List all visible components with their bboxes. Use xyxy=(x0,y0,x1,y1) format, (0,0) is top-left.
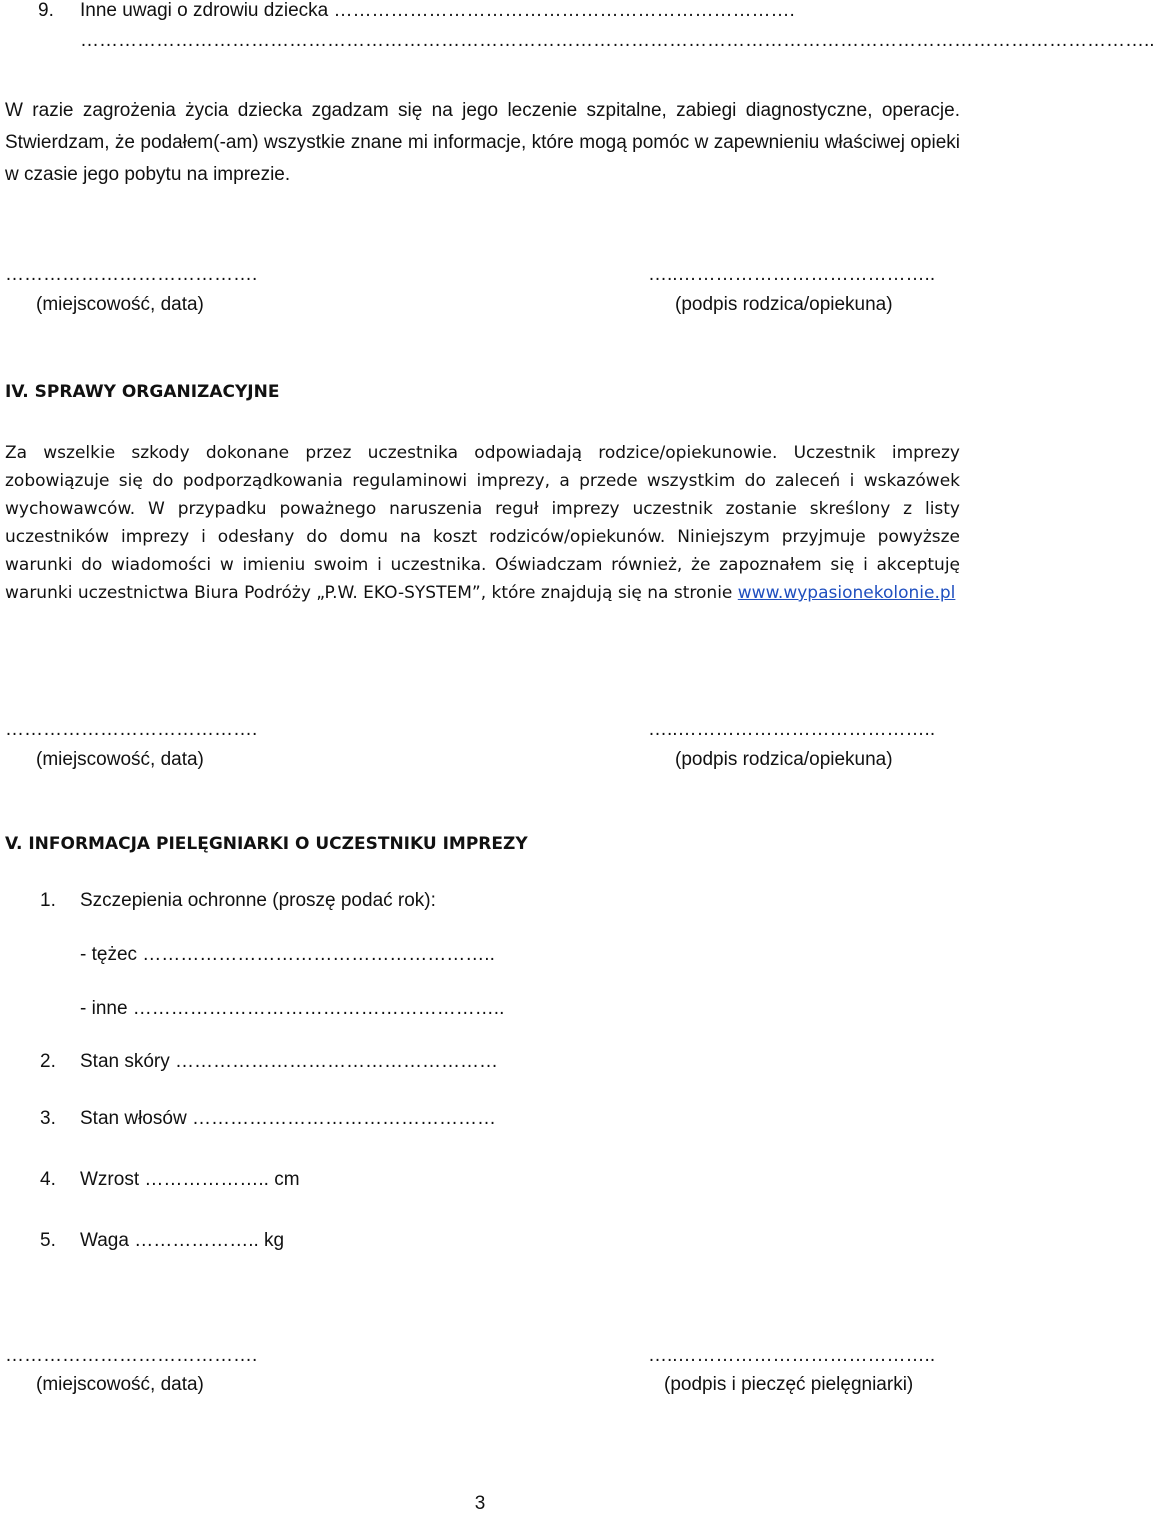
item-3-number: 3. xyxy=(40,1108,56,1129)
height-field: Wzrost ……………….. cm xyxy=(80,1169,300,1190)
item-4-number: 4. xyxy=(40,1169,56,1190)
hair-condition-field: Stan włosów ………………………………………… xyxy=(80,1108,496,1129)
skin-condition-field: Stan skóry …………………………………………… xyxy=(80,1051,499,1072)
nurse-signature-dots: …..………………………………….. xyxy=(648,1345,936,1366)
nurse-signature-label: (podpis i pieczęć pielęgniarki) xyxy=(664,1374,914,1395)
tetanus-field: - tężec ……………………………………………….. xyxy=(80,944,495,965)
parent-signature-dots: …..………………………………….. xyxy=(648,719,936,740)
item-9-text: Inne uwagi o zdrowiu dziecka ………………………………………………………………. xyxy=(80,0,795,21)
vaccinations-label: Szczepienia ochronne (proszę podać rok): xyxy=(80,890,436,911)
parent-signature-label: (podpis rodzica/opiekuna) xyxy=(675,749,893,770)
place-date-dots: …………………………………. xyxy=(5,1345,258,1366)
section-iv-heading: IV. SPRAWY ORGANIZACYJNE xyxy=(5,382,280,402)
item-1-number: 1. xyxy=(40,890,56,911)
place-date-label: (miejscowość, data) xyxy=(36,749,204,770)
place-date-dots: …………………………………. xyxy=(5,719,258,740)
place-date-dots: …………………………………. xyxy=(5,264,258,285)
parent-signature-dots: …..………………………………….. xyxy=(648,264,936,285)
place-date-label: (miejscowość, data) xyxy=(36,1374,204,1395)
other-vaccinations-field: - inne ………………………………………………….. xyxy=(80,998,505,1019)
page-number: 3 xyxy=(474,1493,486,1514)
item-5-number: 5. xyxy=(40,1230,56,1251)
website-link[interactable]: www.wypasionekolonie.pl xyxy=(737,583,956,603)
place-date-label: (miejscowość, data) xyxy=(36,294,204,315)
item-2-number: 2. xyxy=(40,1051,56,1072)
section-iv-paragraph xyxy=(5,439,960,607)
weight-field: Waga ……………….. kg xyxy=(80,1230,285,1251)
section-iv-text: Za wszelkie szkody dokonane przez uczestnika odpowiadają rodzice/opiekunowie. Uczestnik imprezy zobowiązuje się do podporządkowania regulaminowi imprezy, a przede wszystkim do zaleceń i wskazówek wychowawców. W przypadku poważnego naruszenia reguł imprezy uczestnik zostanie skreślony z listy uczestników imprezy i odesłany do domu na koszt rodziców/opiekunów. Niniejszym przyjmuje powyższe warunki do wiadomości w imieniu swoim i uczestnika. Oświadczam również, że zapoznałem się i akceptuję warunki uczestnictwa Biura Podróży „P.W. EKO-SYSTEM”, które znajdują się na stronie xyxy=(5,443,960,603)
parent-signature-label: (podpis rodzica/opiekuna) xyxy=(675,294,893,315)
consent-paragraph: W razie zagrożenia życia dziecka zgadzam się na jego leczenie szpitalne, zabiegi diagnostyczne, operacje. Stwierdzam, że podałem(-am) wszystkie znane mi informacje, które mogą pomóc w zapewnieniu właściwej opieki w czasie jego pobytu na imprezie. xyxy=(5,100,960,185)
item-9-number: 9. xyxy=(38,0,54,21)
item-9-continuation: …………………………………………………………………………………………………………………………………………………….. xyxy=(80,30,1155,51)
section-v-heading: V. INFORMACJA PIELĘGNIARKI O UCZESTNIKU IMPREZY xyxy=(5,834,528,854)
